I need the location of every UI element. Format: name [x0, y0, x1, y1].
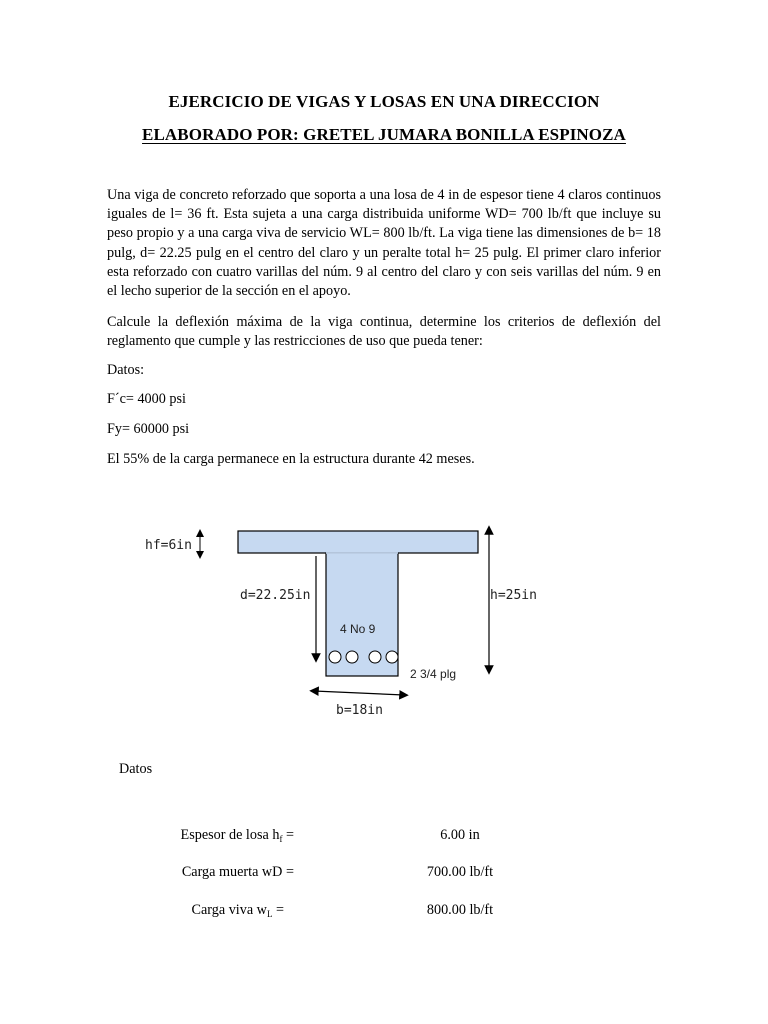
datos-label: Datos: — [107, 362, 145, 378]
bars-label: 4 No 9 — [340, 622, 376, 636]
fy-value: Fy= 60000 psi — [107, 421, 190, 437]
rebar-circle — [329, 651, 341, 663]
h-label: h=25in — [490, 588, 537, 603]
hf-label: hf=6in — [145, 538, 192, 553]
document-title: EJERCICIO DE VIGAS Y LOSAS EN UNA DIRECCION — [168, 92, 600, 111]
data-row-value: 800.00 lb/ft — [426, 902, 494, 918]
rebar-circle — [369, 651, 381, 663]
b-dimension-arrow — [314, 691, 404, 695]
beam-flange — [238, 531, 478, 553]
rebar-circle — [346, 651, 358, 663]
data-row-value: 700.00 lb/ft — [426, 864, 494, 880]
cover-label: 2 3/4 plg — [410, 667, 457, 681]
datos-heading: Datos — [119, 761, 153, 777]
data-row-label: Carga muerta wD = — [181, 864, 294, 880]
data-row-label: Espesor de losa $h_f$ = — [180, 827, 294, 844]
d-label: d=22.25in — [240, 588, 311, 603]
rebar-circle — [386, 651, 398, 663]
problem-question: Calcule la deflexión máxima de la viga continua, determine los criterios de deflexión del reglamento que cumple y las restricciones de uso que pueda tener: — [107, 314, 661, 350]
problem-statement: Una viga de concreto reforzado que soporta a una losa de 4 in de espesor tiene 4 claros continuos iguales de l= 36 ft. Esta sujeta a una carga distribuida uniforme WD= 700 lb/ft que incluye su peso propio y a una carga viva de servicio WL= 800 lb/ft. La viga tiene las dimensiones de b= 18 pulg, d= 22.25 pulg en el centro del claro y un peralte total h= 25 pulg. El primer claro inferior esta reforzado con cuatro varillas del núm. 9 al centro del claro y con seis varillas del núm. 9 en el lecho superior de la sección en el apoyo. — [107, 187, 661, 300]
b-label: b=18in — [336, 703, 383, 718]
author-line: ELABORADO POR: GRETEL JUMARA BONILLA ESPINOZA — [142, 125, 626, 144]
data-row-label: Carga viva $w_L$ = — [191, 902, 284, 919]
data-row-value: 6.00 in — [440, 827, 480, 843]
load-note: El 55% de la carga permanece en la estructura durante 42 meses. — [107, 451, 475, 467]
fc-value: F´c= 4000 psi — [107, 391, 186, 407]
